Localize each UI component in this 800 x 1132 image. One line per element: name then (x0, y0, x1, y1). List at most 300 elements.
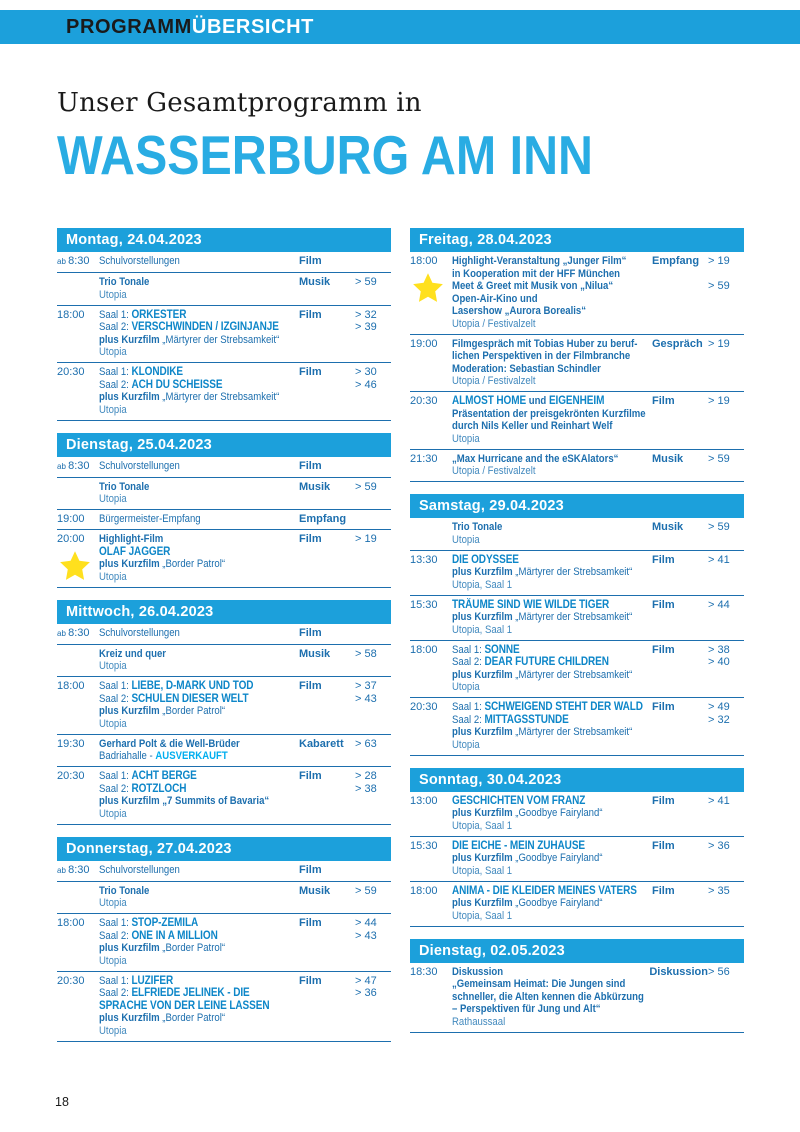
event-description (452, 554, 652, 592)
text-segment: Rathaussaal (452, 1015, 506, 1028)
description-line (452, 865, 626, 878)
program-row (410, 792, 744, 837)
film-title: LIEBE, D-MARK UND TOD (131, 680, 254, 692)
time-label (410, 795, 452, 833)
text-segment: „Märtyrer der Strebsamkeit“ (515, 668, 633, 681)
program-row (57, 882, 391, 915)
page-ref-column (708, 644, 744, 694)
event-description (452, 255, 652, 330)
film-title: SCHWEIGEND STEHT DER WALD (484, 701, 643, 713)
description-line (99, 795, 273, 808)
text-segment: Schulvorstellungen (99, 863, 180, 876)
page-ref: > 59 (355, 480, 377, 493)
text-segment: Utopia / Festivalzelt (452, 317, 536, 330)
text-segment: AUSVERKAUFT (155, 750, 228, 762)
category-label: Musik (299, 480, 331, 493)
time-text: 18:00 (57, 680, 85, 692)
time-label (57, 975, 99, 1038)
description-line (99, 379, 273, 392)
description-line (99, 289, 273, 302)
time-label (57, 770, 99, 820)
event-description (452, 453, 652, 478)
text-segment: Utopia (452, 533, 480, 546)
description-line (452, 395, 626, 408)
text-segment: plus Kurzfilm (99, 391, 163, 403)
text-segment: Kreiz und quer (99, 647, 167, 660)
program-row (410, 596, 744, 641)
text-segment: plus Kurzfilm (452, 852, 516, 864)
time-label (57, 627, 99, 641)
text-segment: „Märtyrer der Strebsamkeit“ (515, 611, 633, 623)
time-prefix: ab (57, 461, 69, 471)
heading-subtitle: Unser Gesamtprogramm in (57, 88, 422, 118)
time-label (57, 738, 99, 763)
text-segment: Saal 1: (452, 701, 485, 713)
text-segment: plus Kurzfilm (452, 611, 516, 623)
page-ref: > 19 (708, 395, 730, 407)
description-line (452, 1003, 624, 1016)
page-ref: > 59 (355, 276, 377, 288)
description-line (99, 346, 273, 359)
text-segment: Utopia (99, 660, 127, 672)
page-header-bar (0, 10, 800, 44)
description-line (99, 276, 273, 289)
text-segment: schneller, die Alten kennen die Abkürzung (452, 990, 644, 1003)
text-segment: Saal 1: (99, 770, 132, 782)
page-ref: > 41 (708, 794, 730, 807)
description-line (99, 321, 279, 334)
category-label: Diskussion (649, 965, 708, 978)
page-ref: > 46 (355, 378, 377, 391)
program-row (57, 972, 391, 1042)
time-text: 18:00 (410, 884, 438, 897)
description-line (452, 407, 646, 421)
page-ref (708, 268, 744, 281)
day-table (410, 494, 744, 756)
text-segment: Gerhard Polt & die Well-Brüder (99, 737, 240, 750)
description-line (452, 534, 626, 547)
time-label (410, 966, 452, 1029)
time-label (57, 533, 99, 583)
description-line (99, 864, 273, 877)
description-line (452, 611, 633, 624)
program-row (57, 510, 391, 530)
page-ref: > 49 (708, 701, 730, 713)
text-segment: Saal 1: (99, 917, 132, 929)
page-ref: > 41 (708, 553, 730, 566)
time-text: ab 8:30 (57, 459, 90, 472)
page-ref-column (355, 533, 391, 583)
time-label (57, 309, 99, 359)
program-row (57, 478, 391, 511)
page-ref-column (708, 966, 744, 1029)
text-segment: Utopia / Festivalzelt (452, 465, 536, 477)
film-title: SPRACHE VON DER LEINE LASSEN (99, 999, 270, 1012)
text-segment: plus Kurzfilm (99, 942, 163, 954)
category-label: Film (652, 598, 675, 611)
description-line (99, 1012, 273, 1025)
text-segment: „Märtyrer der Strebsamkeit“ (515, 726, 633, 738)
program-row (57, 273, 391, 306)
description-line (452, 350, 631, 363)
description-line (99, 705, 273, 718)
description-line (452, 795, 626, 808)
text-segment: Saal 2: (99, 321, 132, 333)
time-label (410, 644, 452, 694)
text-segment: plus Kurzfilm (452, 668, 516, 681)
time-text: 20:30 (410, 395, 438, 407)
page-ref: > 59 (355, 884, 377, 897)
page-ref-column (355, 738, 391, 763)
page-ref-column (708, 395, 744, 445)
description-line (99, 513, 273, 526)
description-line (99, 987, 273, 1000)
time-label (57, 864, 99, 878)
time-text: ab 8:30 (57, 863, 90, 876)
event-description (452, 644, 652, 694)
description-line (99, 404, 273, 417)
film-title: TRÄUME SIND WIE WILDE TIGER (452, 598, 610, 611)
description-line (99, 493, 273, 506)
text-segment: Utopia (99, 403, 127, 416)
time-label (410, 453, 452, 478)
text-segment: Utopia / Festivalzelt (452, 375, 536, 387)
time-text: 19:30 (57, 737, 85, 750)
program-row (410, 450, 744, 483)
text-segment: „Goodbye Fairyland“ (515, 897, 603, 909)
header-title-part2: ÜBERSICHT (191, 15, 314, 38)
film-title: DEAR FUTURE CHILDREN (484, 656, 609, 668)
page-ref: > 43 (355, 929, 377, 942)
program-row (410, 837, 744, 882)
description-line (452, 910, 626, 923)
page-ref-column (355, 460, 391, 474)
text-segment: „Goodbye Fairyland“ (515, 807, 603, 819)
category-label: Gespräch (652, 337, 703, 350)
time-label (57, 276, 99, 301)
category-label: Empfang (299, 513, 347, 525)
day-header: Dienstag, 02.05.2023 (410, 939, 744, 963)
description-line (99, 571, 273, 584)
film-title: VERSCHWINDEN / IZGINJANJE (131, 321, 279, 333)
day-table (57, 433, 391, 588)
description-line (99, 546, 273, 559)
film-title: ACHT BERGE (131, 770, 197, 782)
text-segment: durch Nils Keller und Reinhart Welf (452, 420, 613, 432)
star-icon (58, 550, 92, 582)
event-description (452, 840, 652, 878)
description-line (452, 521, 626, 534)
description-line (99, 481, 273, 494)
event-description (99, 481, 299, 506)
text-segment: Filmgespräch mit Tobias Huber zu beruf- (452, 337, 638, 350)
description-line (452, 897, 626, 910)
event-description (452, 701, 652, 751)
description-line (452, 566, 633, 579)
description-line (452, 820, 626, 833)
page-ref: > 19 (708, 255, 730, 267)
text-segment: plus Kurzfilm (99, 333, 163, 346)
description-line (99, 917, 273, 930)
day-table (410, 768, 744, 927)
text-segment: „Border Patrol“ (162, 705, 226, 717)
time-text: 19:00 (410, 337, 438, 350)
time-label (57, 513, 99, 526)
page-ref: > 38 (708, 643, 730, 656)
text-segment: Utopia, Saal 1 (452, 909, 513, 922)
program-row (57, 767, 391, 825)
category-label: Musik (299, 276, 331, 288)
text-segment: Diskussion (452, 965, 504, 978)
text-segment: Schulvorstellungen (99, 626, 180, 639)
text-segment: „Border Patrol“ (162, 1012, 226, 1024)
text-segment: „Märtyrer der Strebsamkeit“ (515, 566, 633, 578)
description-line (99, 309, 273, 322)
text-segment: Lasershow „Aurora Borealis“ (452, 305, 587, 317)
time-label (410, 599, 452, 637)
time-text: ab 8:30 (57, 255, 90, 267)
time-text: 20:30 (410, 701, 438, 713)
description-line (452, 656, 626, 669)
description-line (99, 897, 273, 910)
page-ref: > 37 (355, 680, 377, 692)
description-line (452, 668, 633, 682)
day-table (410, 939, 744, 1033)
day-header: Sonntag, 30.04.2023 (410, 768, 744, 792)
day-header: Dienstag, 25.04.2023 (57, 433, 391, 457)
text-segment: Utopia, Saal 1 (452, 864, 513, 877)
description-line (452, 579, 626, 592)
time-prefix: ab (57, 865, 69, 875)
description-line (452, 363, 626, 376)
page-ref-column (355, 627, 391, 641)
page-ref: > 59 (708, 521, 730, 533)
category-label: Film (652, 701, 675, 713)
category-label: Film (652, 884, 675, 897)
page-ref-column (708, 795, 744, 833)
description-line (99, 975, 273, 988)
text-segment: plus Kurzfilm (99, 705, 163, 717)
time-label (57, 648, 99, 673)
text-segment: Utopia (99, 807, 127, 820)
category-label: Musik (652, 452, 684, 465)
page-ref: > 56 (708, 965, 730, 978)
description-line (452, 852, 626, 865)
time-text: 20:00 (57, 533, 85, 545)
program-row (410, 392, 744, 450)
text-segment: Bürgermeister-Empfang (99, 513, 201, 525)
event-description (99, 627, 299, 641)
page-heading (57, 88, 666, 186)
program-row (410, 252, 744, 335)
event-description (99, 276, 299, 301)
text-segment: Utopia (99, 897, 127, 909)
description-line (452, 268, 626, 281)
description-line (99, 750, 273, 763)
page-ref-column (355, 885, 391, 910)
text-segment: Moderation: Sebastian Schindler (452, 362, 601, 375)
time-text: 18:00 (57, 917, 85, 929)
text-segment: Trio Tonale (452, 521, 503, 533)
event-description (99, 975, 299, 1038)
page-ref: > 59 (708, 280, 730, 292)
text-segment: Utopia (452, 681, 480, 693)
page-ref: > 63 (355, 737, 377, 750)
page-ref-column (708, 521, 744, 546)
page-ref-column (708, 338, 744, 388)
description-line (452, 305, 626, 318)
description-line (452, 420, 626, 433)
description-line (99, 366, 273, 379)
description-line (452, 966, 624, 979)
description-line (99, 885, 273, 898)
text-segment: Utopia, Saal 1 (452, 819, 513, 832)
text-segment: Highlight-Film (99, 533, 164, 545)
text-segment: Saal 1: (99, 974, 132, 987)
page-ref-column (355, 917, 391, 967)
description-line (452, 701, 643, 714)
description-line (99, 391, 280, 404)
film-title: EIGENHEIM (548, 395, 605, 407)
text-segment: Saal 1: (99, 366, 132, 378)
program-row (57, 306, 391, 364)
text-segment: „Border Patrol“ (162, 558, 226, 570)
day-header: Montag, 24.04.2023 (57, 228, 391, 252)
time-label (410, 701, 452, 751)
program-row (57, 645, 391, 678)
text-segment: Saal 2: (99, 378, 132, 391)
page-ref-column (355, 648, 391, 673)
program-row (57, 457, 391, 478)
description-line (452, 433, 626, 446)
description-line (452, 293, 626, 306)
time-label (410, 338, 452, 388)
page-ref-column (708, 453, 744, 478)
page-ref: > 32 (708, 713, 730, 726)
text-segment: Präsentation der preisgekrönten Kurzfilme (452, 407, 646, 420)
event-description (452, 885, 652, 923)
description-line (99, 693, 273, 706)
film-title: ALMOST HOME (452, 395, 527, 407)
event-description (99, 255, 299, 269)
text-segment: Utopia (452, 432, 480, 445)
time-prefix: ab (57, 257, 69, 266)
text-segment: plus Kurzfilm (99, 558, 163, 570)
text-segment: plus Kurzfilm (99, 1012, 163, 1024)
category-label: Film (299, 459, 322, 472)
page-ref-column (355, 680, 391, 730)
page-ref-column (708, 255, 744, 330)
heading-city: WASSERBURG AM INN (57, 124, 594, 186)
time-label (57, 885, 99, 910)
description-line (452, 884, 637, 898)
film-title: OLAF JAGGER (99, 545, 171, 558)
description-line (99, 648, 273, 661)
description-line (99, 942, 273, 955)
page-ref: > 28 (355, 770, 377, 782)
text-segment: „Gemeinsam Heimat: Die Jungen sind (452, 978, 626, 990)
event-description (99, 738, 299, 763)
time-text: 18:00 (57, 308, 85, 321)
page-ref-column (355, 864, 391, 878)
text-segment: Schulvorstellungen (99, 255, 180, 267)
page-number: 18 (55, 1095, 69, 1109)
page-ref-column (708, 599, 744, 637)
description-line (99, 660, 273, 673)
text-segment: Saal 1: (452, 643, 485, 656)
description-line (99, 808, 273, 821)
page-ref: > 39 (355, 321, 377, 333)
text-segment: Utopia (99, 346, 127, 358)
text-segment: Trio Tonale (99, 276, 150, 288)
description-line (452, 599, 626, 612)
program-row (57, 735, 391, 768)
text-segment: Schulvorstellungen (99, 459, 180, 472)
description-line (452, 840, 626, 853)
event-description (452, 338, 652, 388)
film-title: ONE IN A MILLION (131, 929, 218, 942)
film-title: DIE EICHE - MEIN ZUHAUSE (452, 839, 586, 852)
time-label (57, 255, 99, 269)
description-line (99, 1000, 273, 1013)
text-segment: Saal 2: (99, 929, 132, 942)
description-line (99, 558, 273, 571)
text-segment: Trio Tonale (99, 884, 150, 897)
text-segment: Utopia (99, 954, 127, 967)
page-ref: > 44 (708, 598, 730, 611)
event-description (452, 795, 652, 833)
time-text: 18:00 (410, 643, 438, 656)
category-label: Film (652, 643, 675, 656)
star-icon (411, 272, 445, 304)
description-line (452, 714, 626, 727)
description-line (452, 978, 624, 991)
time-label (57, 366, 99, 416)
category-label: Film (299, 626, 322, 639)
text-segment: lichen Perspektiven in der Filmbranche (452, 350, 631, 362)
day-header: Samstag, 29.04.2023 (410, 494, 744, 518)
text-segment: Highlight-Veranstaltung „Junger Film“ (452, 255, 627, 267)
description-line (452, 726, 633, 739)
text-segment: Utopia (452, 738, 480, 751)
category-label: Film (299, 770, 322, 782)
time-text: ab 8:30 (57, 626, 90, 639)
category-label: Film (299, 974, 322, 987)
page-ref: > 44 (355, 917, 377, 929)
description-line (99, 680, 273, 693)
day-header: Donnerstag, 27.04.2023 (57, 837, 391, 861)
page-ref-column (355, 513, 391, 526)
description-line (99, 930, 273, 943)
text-segment: plus Kurzfilm (452, 566, 516, 578)
page-ref-column (708, 701, 744, 751)
film-title: ANIMA - DIE KLEIDER MEINES VATERS (452, 884, 637, 897)
text-segment: plus Kurzfilm „7 Summits of Bavaria“ (99, 795, 270, 807)
text-segment: Badriahalle - (99, 750, 156, 762)
day-table (57, 837, 391, 1042)
event-description (99, 770, 299, 820)
time-label (410, 255, 452, 330)
time-text: 15:30 (410, 839, 438, 852)
text-segment: und (526, 395, 549, 407)
text-segment: Utopia, Saal 1 (452, 623, 513, 636)
day-table (57, 228, 391, 421)
event-description (452, 521, 652, 546)
text-segment: Saal 1: (99, 308, 132, 321)
program-row (410, 551, 744, 596)
time-label (410, 521, 452, 546)
event-description (99, 309, 299, 359)
